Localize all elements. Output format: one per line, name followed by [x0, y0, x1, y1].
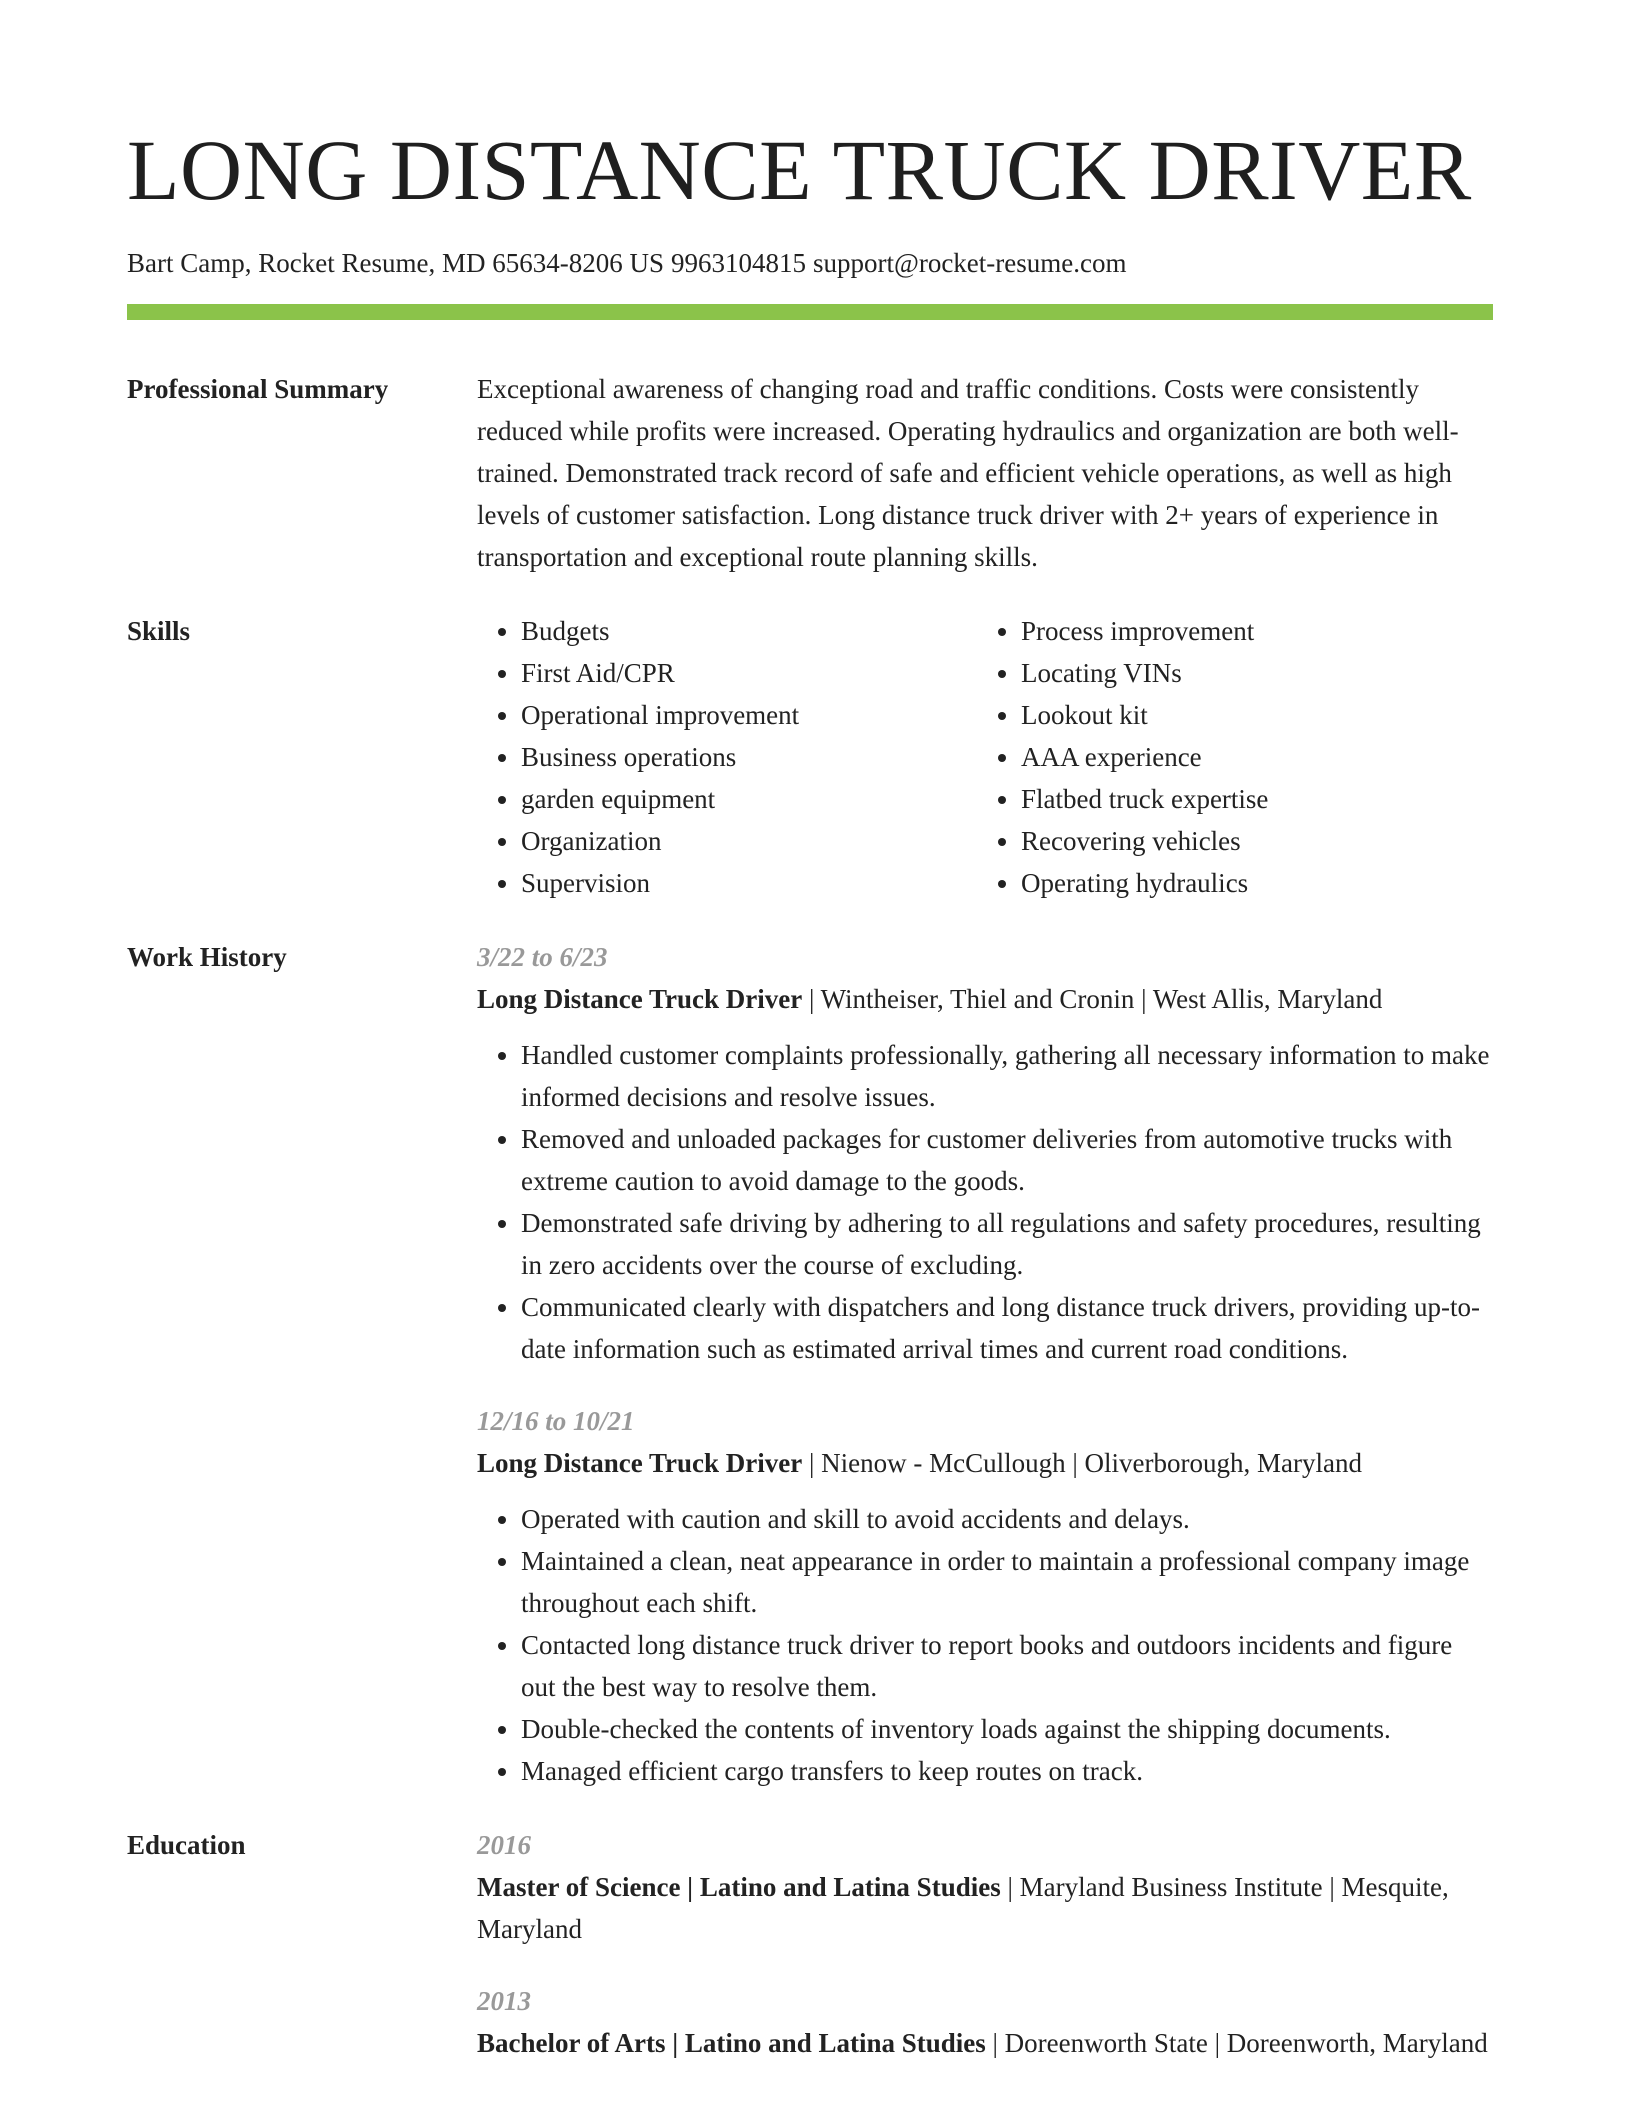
- skill-item: • Organization: [521, 820, 977, 862]
- education-entry: [477, 1824, 1493, 1950]
- education-line: [477, 1866, 1493, 1950]
- skill-item: • Supervision: [521, 862, 977, 904]
- job-title-line: [477, 1442, 1493, 1484]
- education-entry: [477, 1980, 1493, 2064]
- work-history-list: [477, 936, 1493, 1792]
- summary-text: Exceptional awareness of changing road and traffic conditions. Costs were consistently reduced while profits were increased. Operating hydraulics and organization are both well-trained. Demonstrated track record of safe and efficient vehicle operations, as well as high levels of customer satisfaction. Long distance truck driver with 2+ years of experience in transportation and exceptional route planning skills.: [477, 374, 1459, 572]
- contact-line: [127, 246, 1493, 280]
- job-bullet: • Demonstrated safe driving by adhering to all regulations and safety procedures, resulting in zero accidents over the course of excluding.: [521, 1202, 1493, 1286]
- skills-column-2: [977, 610, 1477, 904]
- education-section: [127, 1824, 1493, 2064]
- job-entry: [477, 1400, 1493, 1792]
- job-employer: | Wintheiser, Thiel and Cronin | West Allis, Maryland: [802, 984, 1383, 1014]
- job-employer: | Nienow - McCullough | Oliverborough, Maryland: [802, 1448, 1362, 1478]
- job-title-line: [477, 978, 1493, 1020]
- job-bullet: • Double-checked the contents of inventory loads against the shipping documents.: [521, 1708, 1493, 1750]
- job-role: Long Distance Truck Driver: [477, 1448, 803, 1478]
- job-bullet: • Contacted long distance truck driver to report books and outdoors incidents and figure out the best way to resolve them.: [521, 1624, 1493, 1708]
- job-dates: 3/22 to 6/23: [477, 942, 608, 972]
- skill-item: • First Aid/CPR: [521, 652, 977, 694]
- contact-email: support@rocket-resume.com: [812, 248, 1127, 278]
- skill-item: • Recovering vehicles: [1021, 820, 1477, 862]
- skill-item: • garden equipment: [521, 778, 977, 820]
- job-role: Long Distance Truck Driver: [477, 984, 803, 1014]
- summary-section: [127, 368, 1493, 578]
- skills-list: [477, 610, 1493, 904]
- skill-item: • Operational improvement: [521, 694, 977, 736]
- skill-item: • Business operations: [521, 736, 977, 778]
- resume-page: [127, 0, 1493, 2064]
- education-degree: Master of Science | Latino and Latina Studies: [477, 1872, 1001, 1902]
- resume-name: LONG DISTANCE TRUCK DRIVER: [127, 122, 1472, 218]
- job-entry: [477, 936, 1493, 1370]
- job-bullet: • Handled customer complaints professionally, gathering all necessary information to make informed decisions and resolve issues.: [521, 1034, 1493, 1118]
- skills-column-1: [477, 610, 977, 904]
- skill-item: • Process improvement: [1021, 610, 1477, 652]
- skills-section: [127, 610, 1493, 904]
- job-bullet: • Maintained a clean, neat appearance in order to maintain a professional company image throughout each shift.: [521, 1540, 1493, 1624]
- job-bullet: • Removed and unloaded packages for customer deliveries from automotive trucks with extreme caution to avoid damage to the goods.: [521, 1118, 1493, 1202]
- education-year: 2016: [477, 1830, 531, 1860]
- summary-heading: Professional Summary: [127, 374, 389, 404]
- contact-address: Bart Camp, Rocket Resume, MD 65634-8206 US: [127, 248, 664, 278]
- skill-item: • AAA experience: [1021, 736, 1477, 778]
- work-history-section: [127, 936, 1493, 1792]
- education-school: | Maryland Business Institute | Mesquite, Maryland: [477, 1872, 1449, 1944]
- contact-phone: 9963104815: [670, 248, 806, 278]
- skills-heading: Skills: [127, 616, 191, 646]
- job-bullets: [477, 1498, 1493, 1792]
- education-line: [477, 2022, 1493, 2064]
- job-bullet: • Communicated clearly with dispatchers and long distance truck drivers, providing up-to-date information such as estimated arrival times and current road conditions.: [521, 1286, 1493, 1370]
- header-divider: [127, 304, 1493, 320]
- skill-item: • Locating VINs: [1021, 652, 1477, 694]
- skill-item: • Budgets: [521, 610, 977, 652]
- education-heading: Education: [127, 1830, 246, 1860]
- job-bullets: [477, 1034, 1493, 1370]
- skill-item: • Operating hydraulics: [1021, 862, 1477, 904]
- education-degree: Bachelor of Arts | Latino and Latina Studies: [477, 2028, 986, 2058]
- job-bullet: • Operated with caution and skill to avoid accidents and delays.: [521, 1498, 1493, 1540]
- education-list: [477, 1824, 1493, 2064]
- job-dates: 12/16 to 10/21: [477, 1406, 635, 1436]
- skill-item: • Flatbed truck expertise: [1021, 778, 1477, 820]
- education-year: 2013: [477, 1986, 531, 2016]
- skill-item: • Lookout kit: [1021, 694, 1477, 736]
- work-history-heading: Work History: [127, 942, 287, 972]
- job-bullet: • Managed efficient cargo transfers to keep routes on track.: [521, 1750, 1493, 1792]
- education-school: | Doreenworth State | Doreenworth, Maryland: [985, 2028, 1488, 2058]
